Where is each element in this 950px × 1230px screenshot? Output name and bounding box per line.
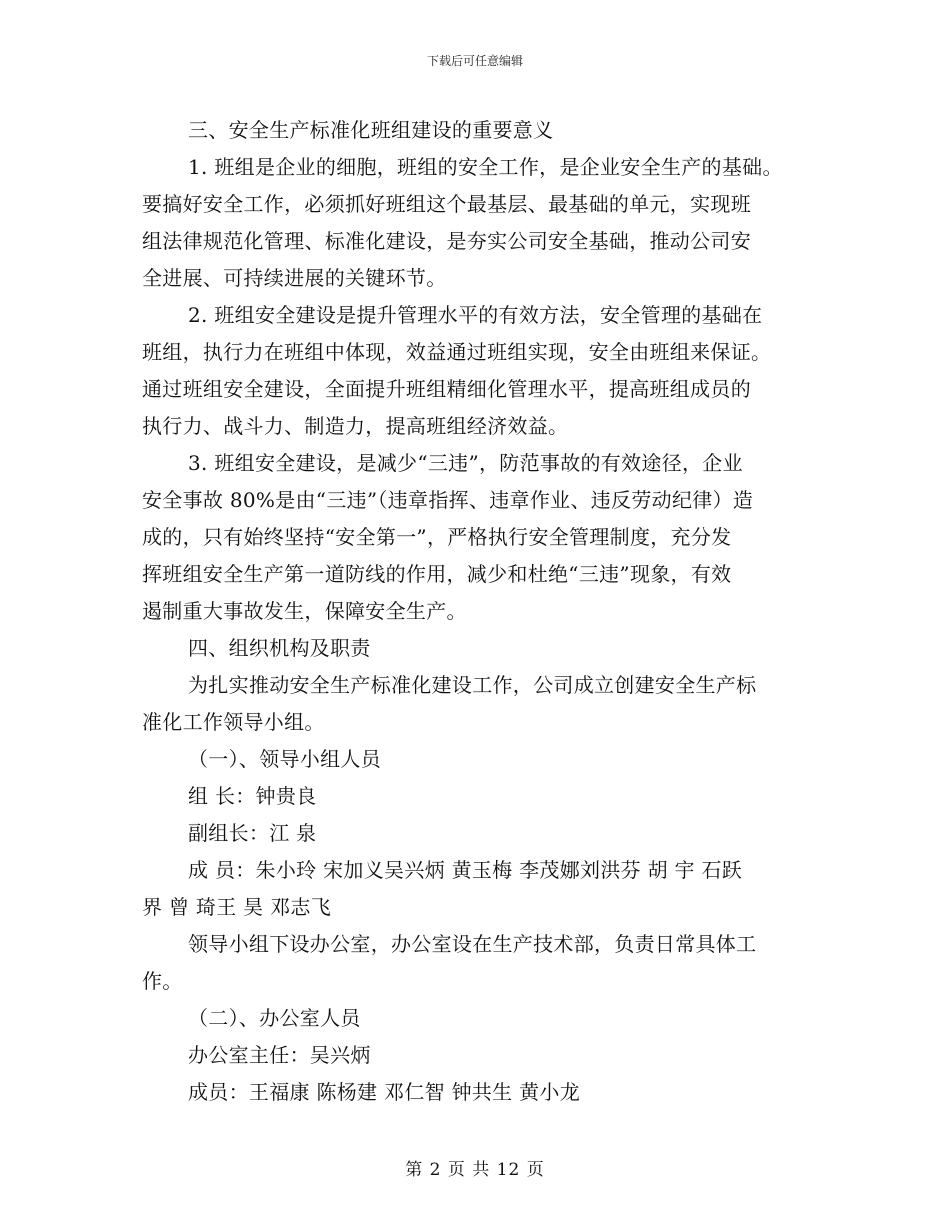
member-line: 副组长：江 泉 — [188, 821, 317, 845]
paragraph-line: 作。 — [142, 969, 183, 993]
member-line: 成 员：朱小玲 宋加义吴兴炳 黄玉梅 李茂娜刘洪芬 胡 宇 石跃 — [188, 858, 743, 882]
paragraph-line: 成的，只有始终坚持“安全第一”，严格执行安全管理制度，充分发 — [142, 525, 732, 549]
paragraph-line: 安全事故 80%是由“三违”（违章指挥、违章作业、违反劳动纪律）造 — [142, 488, 754, 512]
paragraph-line: 全进展、可持续进展的关键环节。 — [142, 266, 447, 290]
paragraph-line: 班组，执行力在班组中体现，效益通过班组实现，安全由班组来保证。 — [142, 340, 772, 364]
member-line: 组 长：钟贵良 — [188, 784, 317, 808]
paragraph-line: 要搞好安全工作，必须抓好班组这个最基层、最基础的单元，实现班 — [142, 192, 751, 216]
section-heading: 四、组织机构及职责 — [188, 636, 371, 660]
paragraph-line: 遏制重大事故发生，保障安全生产。 — [142, 599, 467, 623]
paragraph-line: 3. 班组安全建设，是减少“三违”，防范事故的有效途径，企业 — [188, 451, 743, 475]
paragraph-line: 为扎实推动安全生产标准化建设工作，公司成立创建安全生产标 — [188, 673, 757, 697]
paragraph-line: 通过班组安全建设，全面提升班组精细化管理水平，提高班组成员的 — [142, 377, 751, 401]
paragraph-line: 2. 班组安全建设是提升管理水平的有效方法，安全管理的基础在 — [188, 303, 763, 327]
paragraph-line: 挥班组安全生产第一道防线的作用，减少和杜绝“三违”现象，有效 — [142, 562, 732, 586]
paragraph-line: 领导小组下设办公室，办公室设在生产技术部，负责日常具体工 — [188, 932, 757, 956]
paragraph-line: 1. 班组是企业的细胞，班组的安全工作，是企业安全生产的基础。 — [188, 155, 783, 179]
member-line: 界 曾 琦王 昊 邓志飞 — [142, 895, 332, 919]
member-line: 成员：王福康 陈杨建 邓仁智 钟共生 黄小龙 — [188, 1080, 581, 1104]
section-heading: 三、安全生产标准化班组建设的重要意义 — [188, 118, 554, 142]
paragraph-line: 组法律规范化管理、标准化建设，是夯实公司安全基础，推动公司安 — [142, 229, 751, 253]
page-number: 第 2 页 共 12 页 — [405, 1160, 545, 1180]
page-header: 下载后可任意编辑 — [426, 54, 523, 68]
subsection-heading: （一）、领导小组人员 — [188, 747, 381, 771]
member-line: 办公室主任：吴兴炳 — [188, 1043, 371, 1067]
paragraph-line: 准化工作领导小组。 — [142, 710, 325, 734]
subsection-heading: （二）、办公室人员 — [188, 1006, 361, 1030]
paragraph-line: 执行力、战斗力、制造力，提高班组经济效益。 — [142, 414, 569, 438]
